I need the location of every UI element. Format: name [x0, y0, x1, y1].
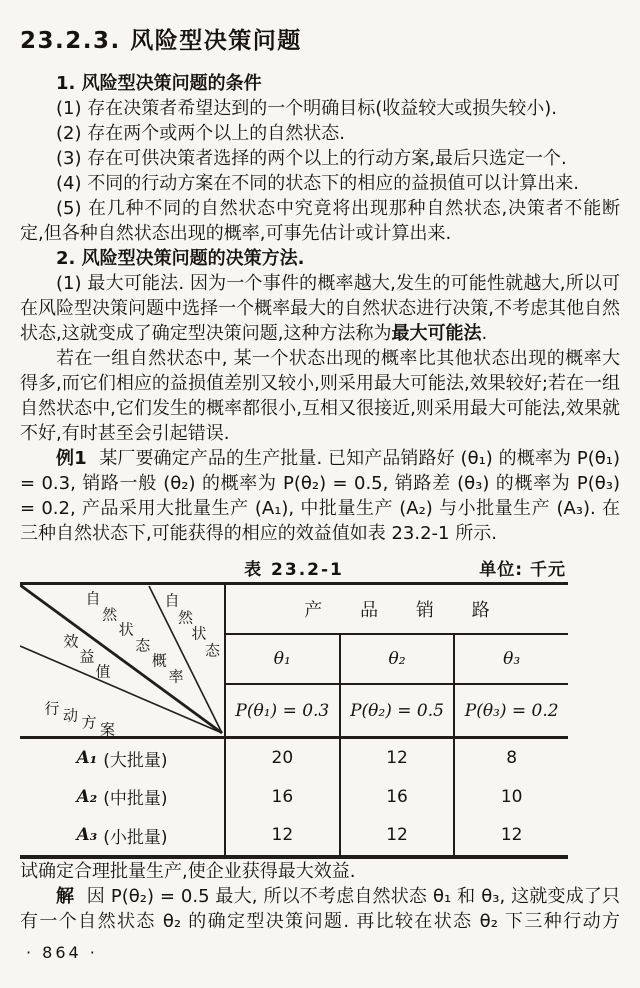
example-text: 某厂要确定产品的生产批量. 已知产品销路好 (θ₁) 的概率为 P(θ₁) = 0.3, 销路一般 (θ₂) 的概率为 P(θ₂) = 0.5, 销路差 (θ₃) 的概率为 P(θ₃) = 0.2, 产品采用大批量生产 (A₁), 中批量生产 (A₂) 与小批量生产 (A₃). 在三种自然状态下,可能获得的相应的效益值如表 23.2-1 所示.: [20, 448, 620, 544]
table-row: [20, 778, 568, 817]
condition-item-5: (5) 在几种不同的自然状态中究竟将出现那种自然状态,决策者不能断定,但各种自然状态出现的概率,可事先估计或计算出来.: [20, 198, 620, 244]
state-header-theta1: θ₁: [273, 649, 291, 669]
method-term-bold: 最大可能法: [391, 323, 482, 344]
row-label-a1: [20, 739, 226, 778]
state-header-theta2: θ₂: [339, 635, 454, 683]
conditions-title: 1. 风险型决策问题的条件: [56, 73, 262, 94]
solution-paragraph: [20, 884, 620, 934]
payoff-cell: 12: [271, 825, 294, 846]
method-note: 若在一组自然状态中, 某一个状态出现的概率比其他状态出现的概率大得多,而它们相应的益损值差别又较小,则采用最大可能法,效果较好;若在一组自然状态中,它们发生的概率都很小,互相又很接近,则采用最大可能法,效果就不好,有时甚至会引起错误.: [20, 348, 620, 444]
row-label-a3: [20, 816, 226, 855]
payoff-cell: 16: [339, 778, 454, 817]
corner-label-state-probability: 自 然 状 态 概 率: [85, 589, 184, 686]
decision-table: [20, 582, 568, 859]
question-text: 试确定合理批量生产,使企业获得最大效益.: [20, 860, 356, 882]
payoff-cell: 16: [271, 786, 294, 807]
section-heading: 23.2.3. 风险型决策问题: [20, 28, 302, 54]
page-number: · 864 ·: [26, 943, 98, 962]
corner-label-natural-states: 自 然 状 态: [164, 591, 221, 659]
action-code: A₁: [76, 748, 98, 769]
solution-text: 因 P(θ₂) = 0.5 最大, 所以不考虑自然状态 θ₁ 和 θ₃, 这就变成了只有一个自然状态 θ₂ 的确定型决策问题. 再比较在状态 θ₂ 下三种行动方: [20, 885, 620, 932]
table-row: [20, 739, 568, 778]
method-max-likelihood: [20, 271, 620, 346]
condition-item-1: (1) 存在决策者希望达到的一个明确目标(收益较大或损失较小).: [56, 98, 557, 119]
probability-theta1: P(θ₁) = 0.3: [235, 700, 330, 721]
condition-item-3: (3) 存在可供决策者选择的两个以上的行动方案,最后只选定一个.: [56, 148, 567, 169]
table-row: [20, 816, 568, 855]
condition-item-4: (4) 不同的行动方案在不同的状态下的相应的益损值可以计算出来.: [56, 173, 579, 194]
payoff-cell: 8: [453, 739, 568, 778]
table-body: [20, 739, 568, 859]
payoff-cell: 12: [453, 816, 568, 855]
table-caption-row: [20, 555, 568, 579]
corner-label-action-plans: 行 动 方 案: [44, 699, 116, 739]
action-code: A₃: [76, 825, 98, 846]
probability-header-row: [226, 685, 568, 736]
table-header: [20, 582, 568, 739]
methods-title: 2. 风险型决策问题的决策方法.: [56, 248, 305, 269]
method-text: (1) 最大可能法. 因为一个事件的概率越大,发生的可能性就越大,所以可在风险型决策问题中选择一个概率最大的自然状态进行决策,不考虑其他自然状态,这就变成了确定型决策问题,这种方法称为: [20, 273, 620, 344]
probability-theta2: P(θ₂) = 0.5: [339, 685, 454, 736]
payoff-cell: 20: [271, 748, 294, 769]
action-desc: (大批量): [103, 750, 168, 771]
condition-item-2: (2) 存在两个或两个以上的自然状态.: [56, 123, 345, 144]
example-paragraph: [20, 446, 620, 546]
corner-label-payoff-value: 效 益 值: [63, 632, 111, 681]
probability-theta3: P(θ₃) = 0.2: [453, 685, 568, 736]
payoff-cell: 12: [339, 739, 454, 778]
row-label-a2: [20, 778, 226, 817]
action-code: A₂: [76, 786, 98, 807]
method-text-tail: .: [481, 323, 488, 344]
table-corner-cell: [20, 585, 226, 739]
state-header-row: [226, 635, 568, 685]
example-label: 例1: [56, 448, 87, 469]
group-header-product-sales: 产品销路: [304, 600, 528, 621]
payoff-cell: 10: [453, 778, 568, 817]
action-desc: (小批量): [103, 827, 168, 848]
state-header-theta3: θ₃: [453, 635, 568, 683]
payoff-cell: 12: [339, 816, 454, 855]
table-header-columns: [226, 585, 568, 736]
group-header-row: [226, 585, 568, 635]
table-caption: 表 23.2-1: [244, 560, 344, 580]
solution-label: 解: [56, 885, 75, 907]
action-desc: (中批量): [103, 789, 168, 810]
table-unit-label: 单位: 千元: [479, 560, 566, 580]
